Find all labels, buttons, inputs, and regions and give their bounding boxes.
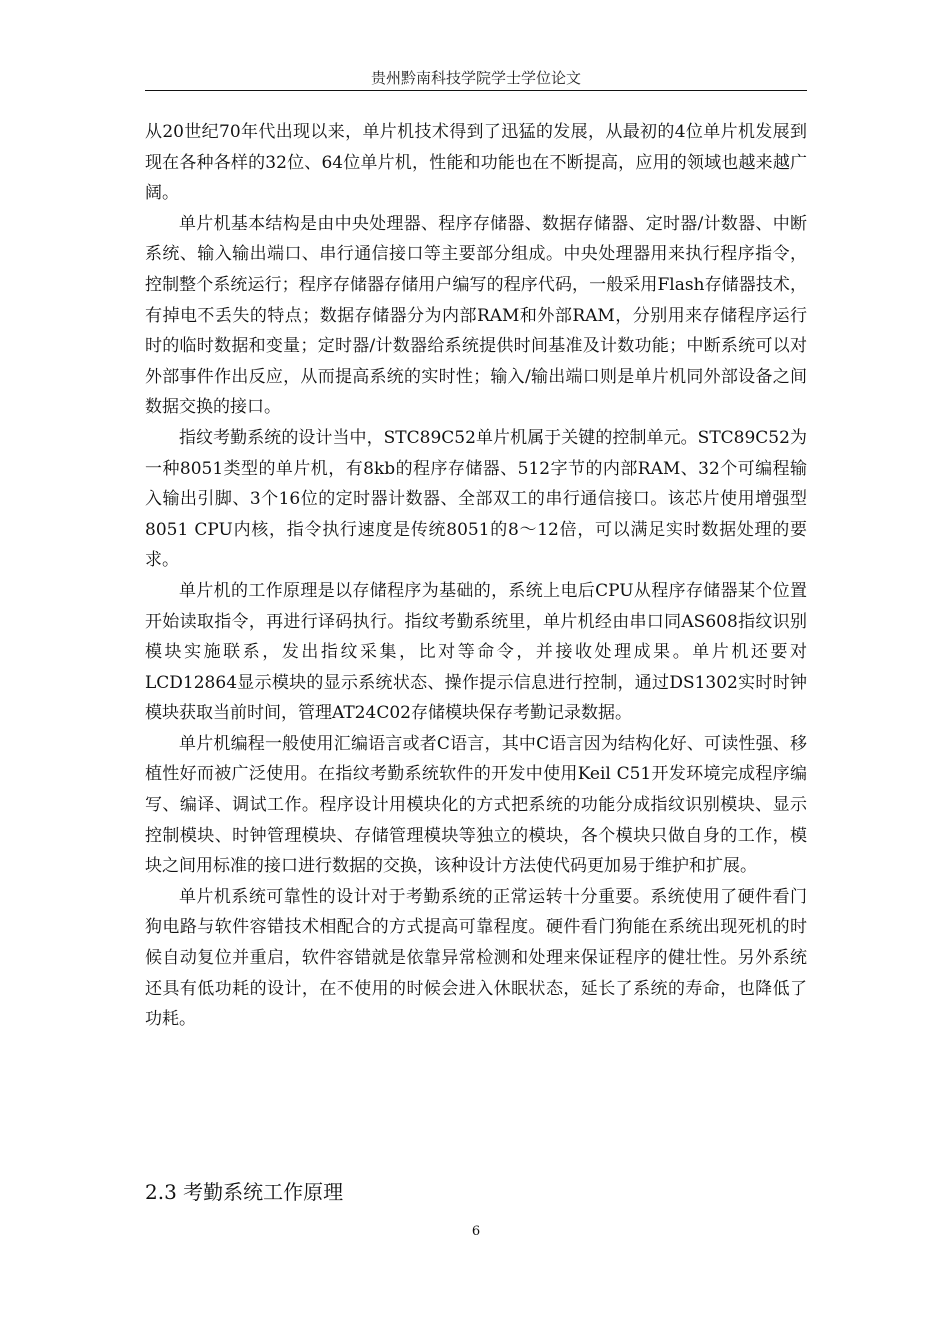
page-number: 6 (471, 1224, 481, 1239)
header-rule (145, 90, 807, 91)
paragraph: 指纹考勤系统的设计当中，STC89C52单片机属于关键的控制单元。STC89C52为一种8051类型的单片机，有8kb的程序存储器、512字节的内部RAM、32个可编程输入输出引脚、3个16位的定时器计数器、全部双工的串行通信接口。该芯片使用增强型8051 CPU内核，指令执行速度是传统8051的8～12倍，可以满足实时数据处理的要求。 (145, 427, 807, 571)
paragraph: 单片机基本结构是由中央处理器、程序存储器、数据存储器、定时器/计数器、中断系统、输入输出端口、串行通信接口等主要部分组成。中央处理器用来执行程序指令，控制整个系统运行；程序存储器存储用户编写的程序代码，一般采用Flash存储器技术，有掉电不丢失的特点；数据存储器分为内部RAM和外部RAM，分别用来存储程序运行时的临时数据和变量；定时器/计数器给系统提供时间基准及计数功能；中断系统可以对外部事件作出反应，从而提高系统的实时性；输入/输出端口则是单片机同外部设备之间数据交换的接口。 (145, 213, 807, 418)
paragraph: 单片机的工作原理是以存储程序为基础的，系统上电后CPU从程序存储器某个位置开始读取指令，再进行译码执行。指纹考勤系统里，单片机经由串口同AS608指纹识别模块实施联系，发出指纹采集，比对等命令，并接收处理成果。单片机还要对LCD12864显示模块的显示系统状态、操作提示信息进行控制，通过DS1302实时时钟模块获取当前时间，管理AT24C02存储模块保存考勤记录数据。 (145, 580, 807, 724)
paragraph: 单片机编程一般使用汇编语言或者C语言，其中C语言因为结构化好、可读性强、移植性好而被广泛使用。在指纹考勤系统软件的开发中使用Keil C51开发环境完成程序编写、编译、调试工作。程序设计用模块化的方式把系统的功能分成指纹识别模块、显示控制模块、时钟管理模块、存储管理模块等独立的模块，各个模块只做自身的工作，模块之间用标准的接口进行数据的交换，该种设计方法使代码更加易于维护和扩展。 (145, 733, 807, 877)
section-heading: 2.3 考勤系统工作原理 (145, 1180, 344, 1204)
page-header: 贵州黔南科技学院学士学位论文 (370, 69, 581, 87)
body-text (145, 117, 807, 1035)
paragraph: 从20世纪70年代出现以来，单片机技术得到了迅猛的发展，从最初的4位单片机发展到现在各种各样的32位、64位单片机，性能和功能也在不断提高，应用的领域也越来越广阔。 (145, 122, 807, 204)
paragraph: 单片机系统可靠性的设计对于考勤系统的正常运转十分重要。系统使用了硬件看门狗电路与软件容错技术相配合的方式提高可靠程度。硬件看门狗能在系统出现死机的时候自动复位并重启，软件容错就是依靠异常检测和处理来保证程序的健壮性。另外系统还具有低功耗的设计，在不使用的时候会进入休眠状态，延长了系统的寿命，也降低了功耗。 (145, 886, 807, 1030)
